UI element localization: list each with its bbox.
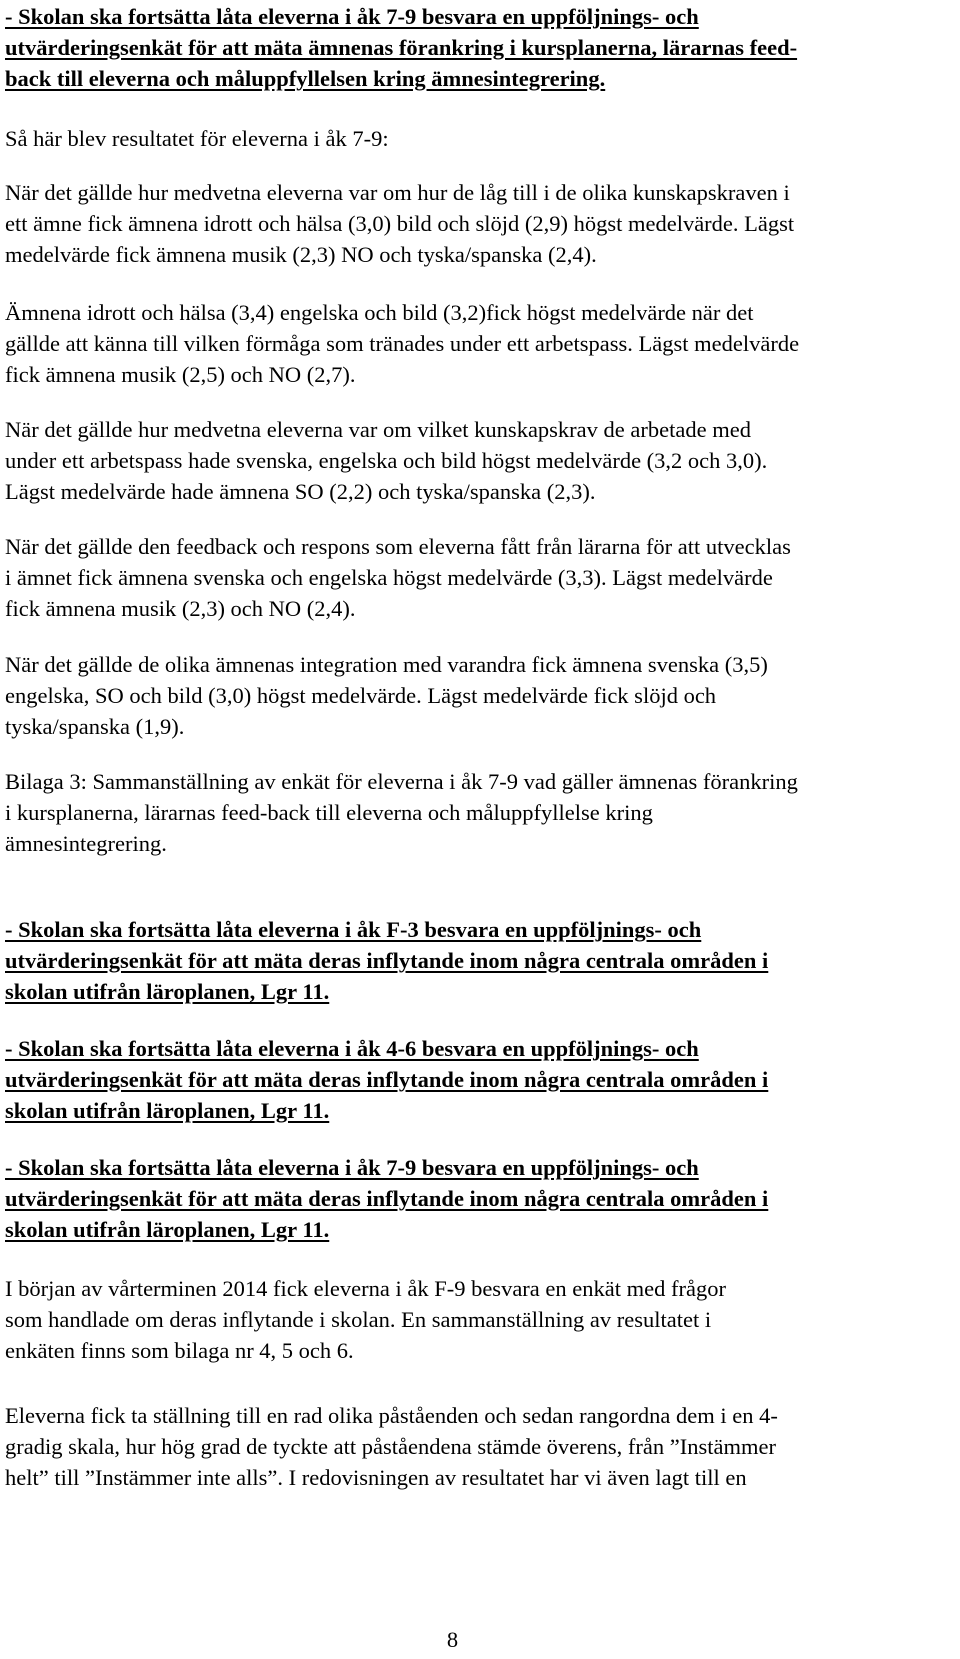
heading-line: skolan utifrån läroplanen, Lgr 11. [5, 1098, 330, 1123]
section-heading-79-inflytande [5, 1152, 945, 1245]
paragraph-skala [5, 1400, 945, 1493]
paragraph-formaga [5, 297, 945, 390]
paragraph-line: fick ämnena musik (2,3) och NO (2,4). [5, 596, 356, 621]
paragraph-line: ämnesintegrering. [5, 831, 167, 856]
paragraph-line: När det gällde de olika ämnenas integration med varandra fick ämnena svenska (3,5) [5, 652, 768, 677]
heading-line: utvärderingsenkät för att mäta deras inflytande inom några centrala områden i [5, 1186, 769, 1211]
paragraph-line: När det gällde hur medvetna eleverna var om hur de låg till i de olika kunskapskraven i [5, 180, 790, 205]
section-heading-46-inflytande [5, 1033, 945, 1126]
paragraph-line: I början av vårterminen 2014 fick eleverna i åk F-9 besvara en enkät med frågor [5, 1276, 726, 1301]
paragraph-line: Ämnena idrott och hälsa (3,4) engelska och bild (3,2)fick högst medelvärde när det [5, 300, 754, 325]
heading-line: - Skolan ska fortsätta låta eleverna i åk 4-6 besvara en uppföljnings- och [5, 1036, 699, 1061]
paragraph-integration [5, 649, 945, 742]
heading-line: utvärderingsenkät för att mäta deras inflytande inom några centrala områden i [5, 1067, 769, 1092]
heading-line: skolan utifrån läroplanen, Lgr 11. [5, 979, 330, 1004]
paragraph-arbetspass [5, 414, 945, 507]
heading-line: utvärderingsenkät för att mäta deras inflytande inom några centrala områden i [5, 948, 769, 973]
paragraph-line: tyska/spanska (1,9). [5, 714, 185, 739]
paragraph-line: fick ämnena musik (2,5) och NO (2,7). [5, 362, 356, 387]
heading-line: - Skolan ska fortsätta låta eleverna i åk F-3 besvara en uppföljnings- och [5, 917, 702, 942]
paragraph-line: När det gällde den feedback och respons som eleverna fått från lärarna för att utvecklas [5, 534, 791, 559]
heading-line: - Skolan ska fortsätta låta eleverna i åk 7-9 besvara en uppföljnings- och [5, 1155, 699, 1180]
paragraph-line: under ett arbetspass hade svenska, engelska och bild högst medelvärde (3,2 och 3,0). [5, 448, 768, 473]
paragraph-line: gällde att känna till vilken förmåga som tränades under ett arbetspass. Lägst medelvärde [5, 331, 800, 356]
paragraph-vartermin-2014 [5, 1273, 945, 1366]
paragraph-line: medelvärde fick ämnena musik (2,3) NO och tyska/spanska (2,4). [5, 242, 597, 267]
paragraph-line: enkäten finns som bilaga nr 4, 5 och 6. [5, 1338, 354, 1363]
paragraph-line: När det gällde hur medvetna eleverna var om vilket kunskapskrav de arbetade med [5, 417, 751, 442]
paragraph-line: Lägst medelvärde hade ämnena SO (2,2) och tyska/spanska (2,3). [5, 479, 596, 504]
paragraph-line: som handlade om deras inflytande i skolan. En sammanställning av resultatet i [5, 1307, 712, 1332]
paragraph-line: gradig skala, hur hög grad de tyckte att påståendena stämde överens, från ”Instämmer [5, 1434, 776, 1459]
heading-line: back till eleverna och måluppfyllelsen kring ämnesintegrering. [5, 66, 606, 91]
section-heading-79-ämnesintegrering [5, 1, 945, 94]
heading-line: utvärderingsenkät för att mäta ämnenas förankring i kursplanerna, lärarnas feed- [5, 35, 798, 60]
paragraph-line: i kursplanerna, lärarnas feed-back till eleverna och måluppfyllelse kring [5, 800, 653, 825]
paragraph-line: Eleverna fick ta ställning till en rad olika påståenden och sedan rangordna dem i en 4- [5, 1403, 778, 1428]
page-number: 8 [446, 1627, 459, 1652]
paragraph-line: helt” till ”Instämmer inte alls”. I redovisningen av resultatet har vi även lagt till en [5, 1465, 747, 1490]
intro-paragraph [5, 123, 945, 154]
section-heading-f3-inflytande [5, 914, 945, 1007]
paragraph-line: Bilaga 3: Sammanställning av enkät för eleverna i åk 7-9 vad gäller ämnenas förankring [5, 769, 798, 794]
paragraph-line: Så här blev resultatet för eleverna i åk 7-9: [5, 126, 389, 151]
heading-line: - Skolan ska fortsätta låta eleverna i åk 7-9 besvara en uppföljnings- och [5, 4, 699, 29]
heading-line: skolan utifrån läroplanen, Lgr 11. [5, 1217, 330, 1242]
paragraph-feedback [5, 531, 945, 624]
paragraph-line: engelska, SO och bild (3,0) högst medelvärde. Lägst medelvärde fick slöjd och [5, 683, 717, 708]
paragraph-bilaga-3 [5, 766, 945, 859]
paragraph-line: i ämnet fick ämnena svenska och engelska högst medelvärde (3,3). Lägst medelvärde [5, 565, 773, 590]
paragraph-kunskapskrav [5, 177, 945, 270]
paragraph-line: ett ämne fick ämnena idrott och hälsa (3,0) bild och slöjd (2,9) högst medelvärde. Lägst [5, 211, 795, 236]
